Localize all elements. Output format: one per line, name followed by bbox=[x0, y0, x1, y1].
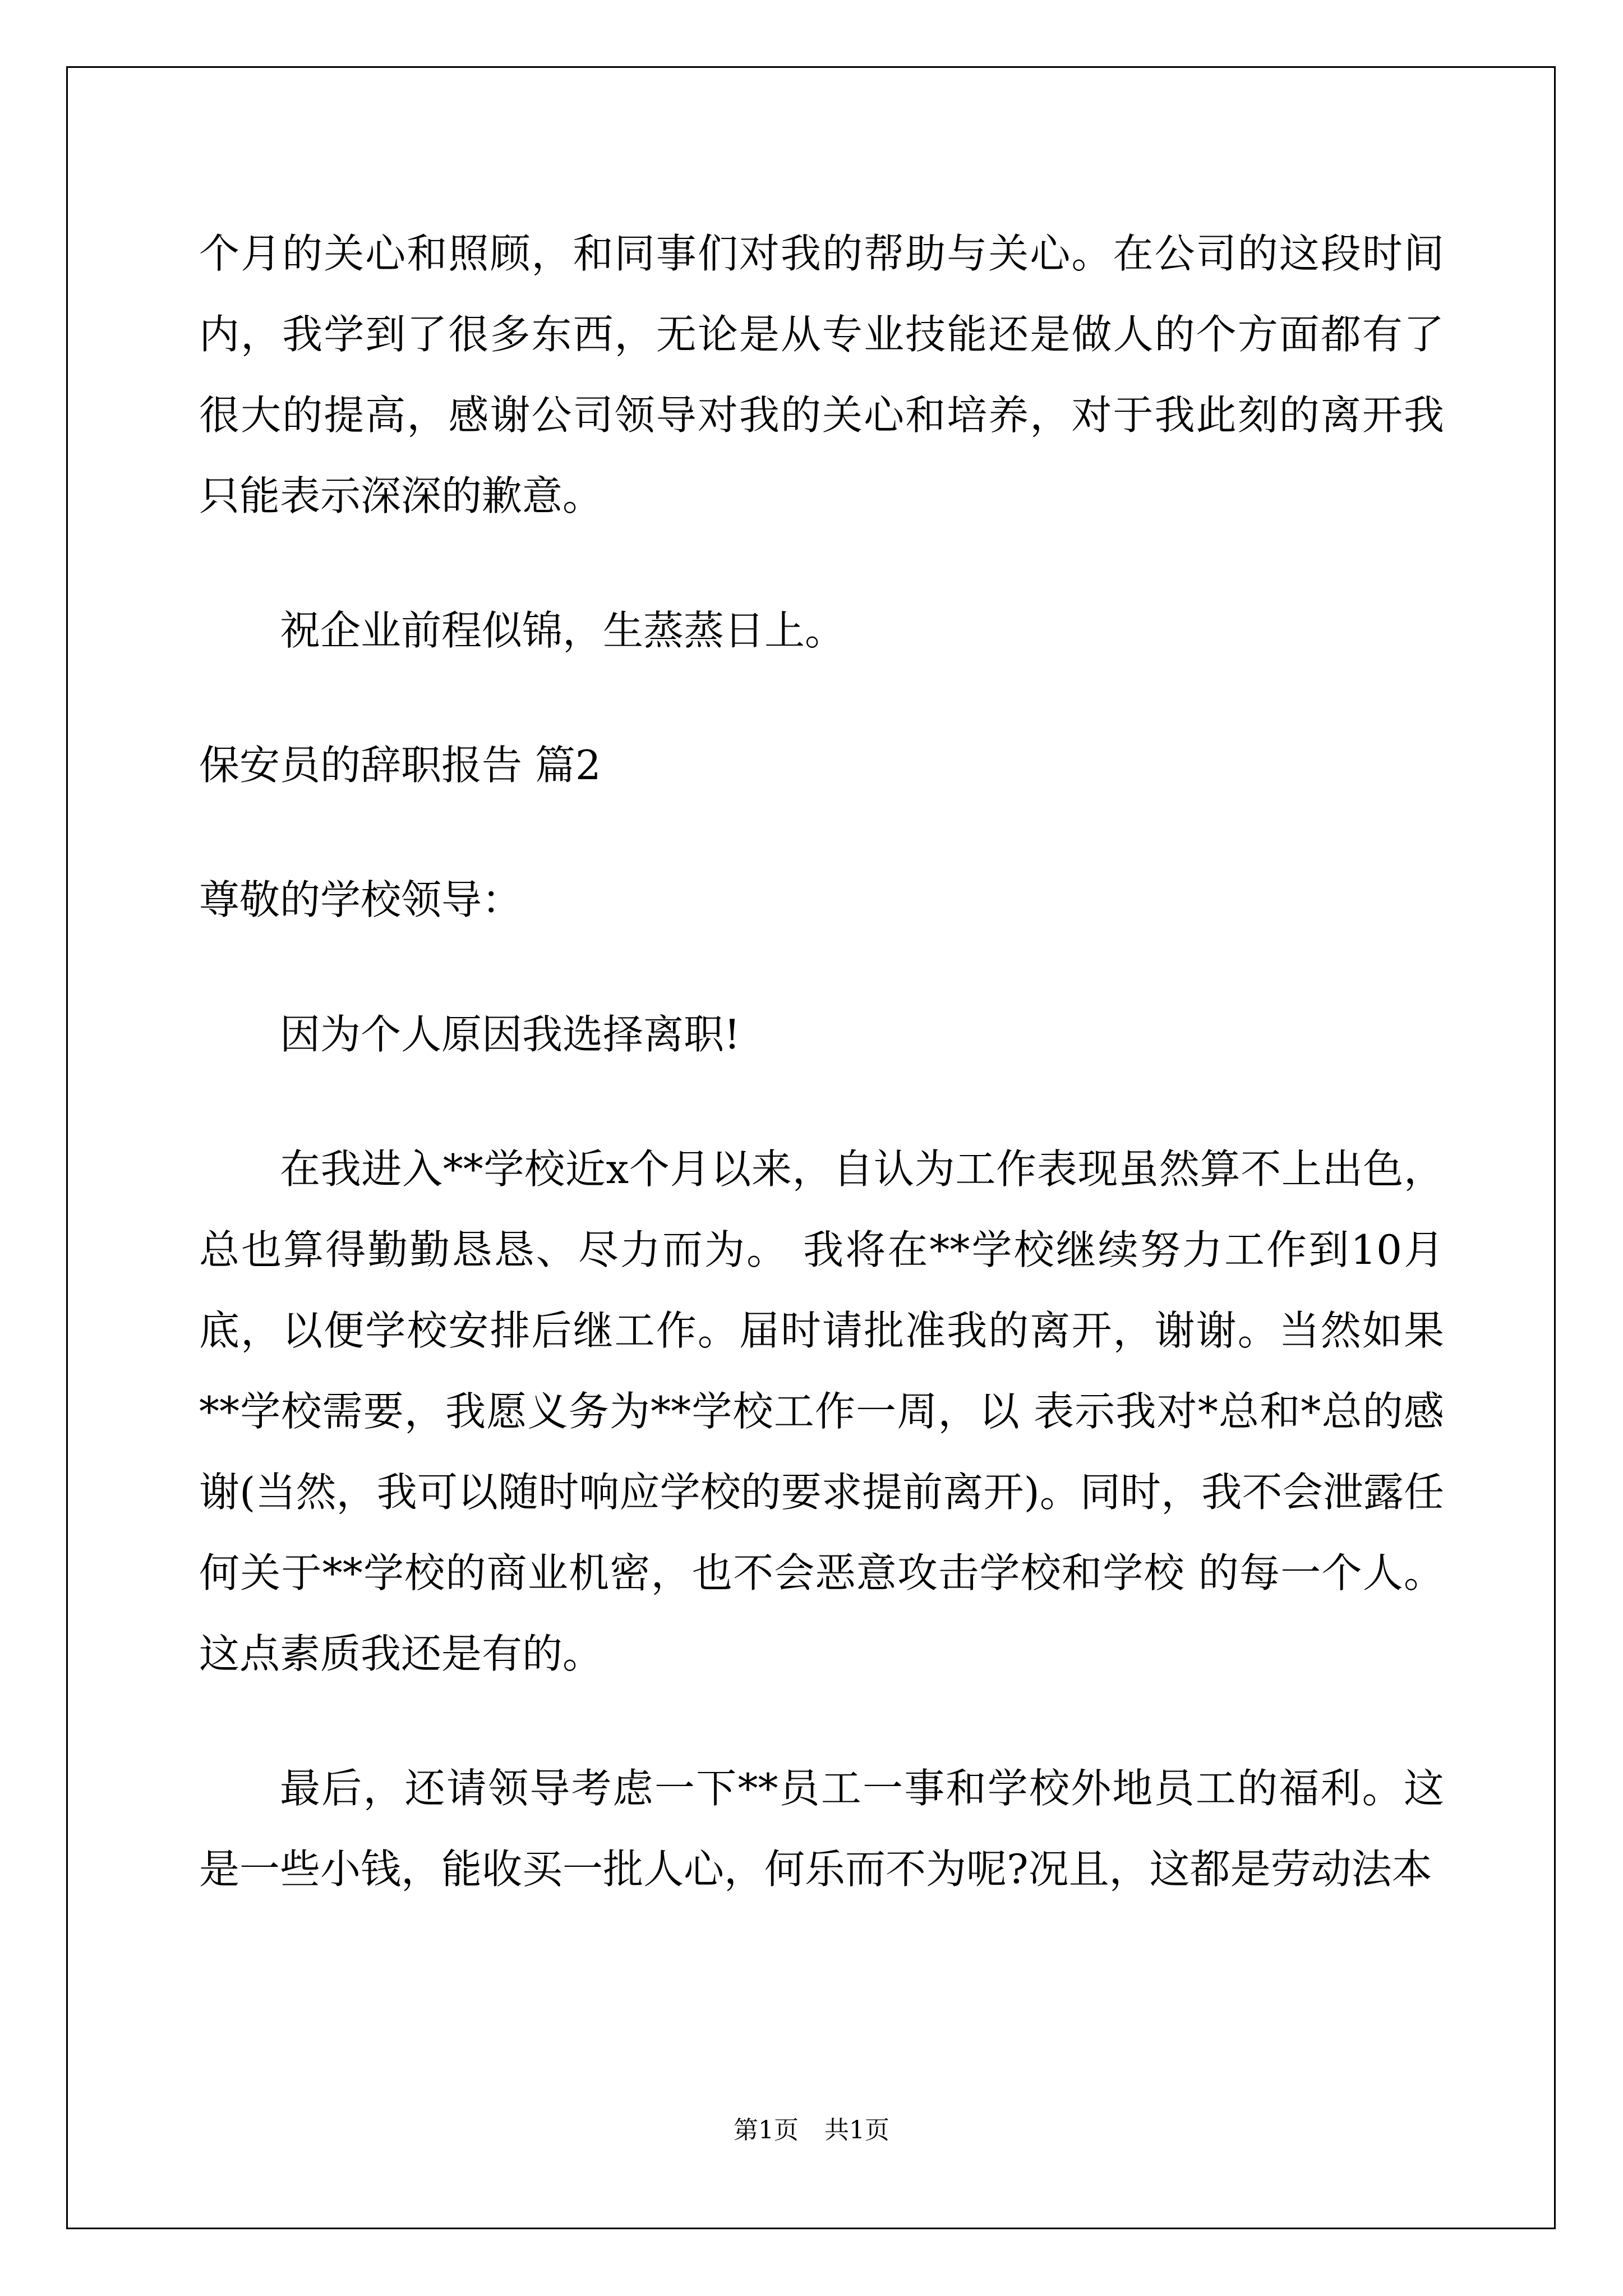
page-number-current: 第1页 bbox=[734, 2116, 799, 2145]
page-number-total: 共1页 bbox=[824, 2116, 889, 2145]
document-body bbox=[199, 213, 1444, 1963]
salutation: 尊敬的学校领导： bbox=[199, 876, 523, 923]
section-heading: 保安员的辞职报告 篇2 bbox=[199, 742, 601, 789]
paragraph-2: 祝企业前程似锦，生蒸蒸日上。 bbox=[280, 607, 846, 654]
paragraph-7: 最后，还请领导考虑一下**员工一事和学校外地员工的福利。这是一些小钱，能收买一批人心，何乐而不为呢?况且，这都是劳动法本 bbox=[199, 1765, 1444, 1893]
paragraph-5: 因为个人原因我选择离职! bbox=[280, 1011, 740, 1058]
paragraph-1: 个月的关心和照顾，和同事们对我的帮助与关心。在公司的这段时间内，我学到了很多东西，无论是从专业技能还是做人的个方面都有了很大的提高，感谢公司领导对我的关心和培养，对于我此刻的离开我只能表示深深的歉意。 bbox=[199, 230, 1444, 519]
page-footer bbox=[0, 2114, 1623, 2147]
paragraph-6: 在我进入**学校近x个月以来，自认为工作表现虽然算不上出色，总也算得勤勤恳恳、尽力而为。 我将在**学校继续努力工作到10月底，以便学校安排后继工作。届时请批准我的离开，谢谢。当然如果**学校需要，我愿义务为**学校工作一周，以 表示我对*总和*总的感谢(当然，我可以随时响应学校的要求提前离开)。同时，我不会泄露任何关于**学校的商业机密，也不会恶意攻击学校和学校 的每一个人。这点素质我还是有的。 bbox=[199, 1145, 1444, 1677]
